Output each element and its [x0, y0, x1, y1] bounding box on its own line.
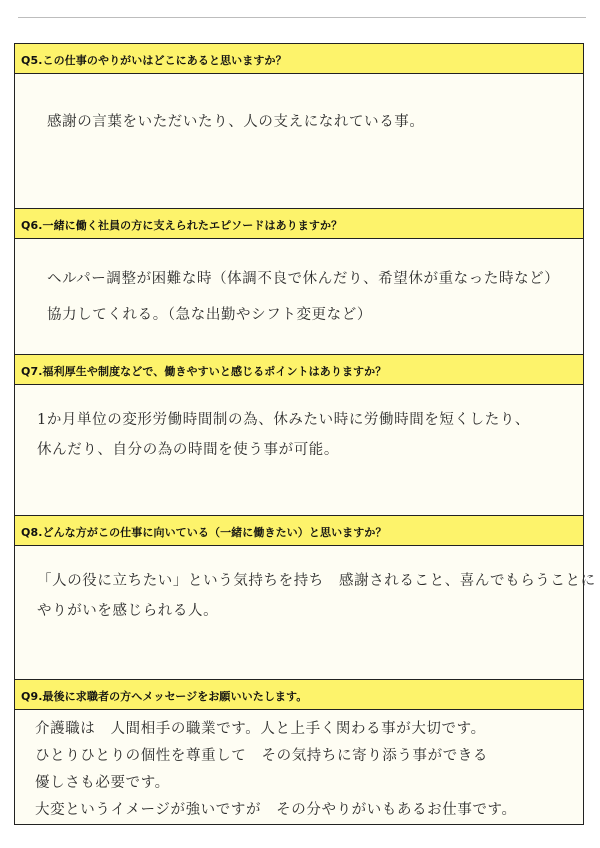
- answer-line: 休んだり、自分の為の時間を使う事が可能。: [37, 442, 339, 458]
- answer-area: [15, 710, 583, 824]
- question-label: Q9.最後に求職者の方へメッセージをお願いいたします。: [15, 680, 583, 710]
- answer-line: 1か月単位の変形労働時間制の為、休みたい時に労働時間を短くしたり、: [37, 412, 531, 428]
- answer-area: [15, 74, 583, 208]
- question-label: Q7.福利厚生や制度などで、働きやすいと感じるポイントはありますか？: [15, 355, 583, 385]
- answer-line: 「人の役に立ちたい」という気持ちを持ち 感謝されること、喜んでもらうことに: [37, 573, 596, 589]
- questionnaire-sheet: [14, 43, 596, 825]
- answer-area: [15, 239, 583, 354]
- question-q7: [15, 355, 583, 516]
- answer-line: 協力してくれる。（急な出勤やシフト変更など）: [47, 307, 372, 323]
- question-q6: [15, 209, 583, 355]
- answer-line: 感謝の言葉をいただいたり、人の支えになれている事。: [47, 114, 425, 130]
- question-label: Q8.どんな方がこの仕事に向いている（一緒に働きたい）と思いますか？: [15, 516, 583, 546]
- question-q5: [15, 44, 583, 209]
- answer-line: ひとりひとりの個性を尊重して その気持ちに寄り添う事ができる: [35, 748, 488, 764]
- top-rule: [18, 17, 586, 18]
- answer-line: ヘルパー調整が困難な時（体調不良で休んだり、希望休が重なった時など）: [47, 271, 560, 287]
- question-q9: [15, 680, 583, 824]
- question-label: Q6.一緒に働く社員の方に支えられたエピソードはありますか？: [15, 209, 583, 239]
- answer-line: やりがいを感じられる人。: [37, 603, 219, 619]
- answer-line: 優しさも必要です。: [35, 775, 170, 791]
- answer-area: [15, 385, 583, 515]
- question-q8: [15, 516, 596, 680]
- question-label: Q5.この仕事のやりがいはどこにあると思いますか？: [15, 44, 583, 74]
- answer-line: 大変というイメージが強いですが その分やりがいもあるお仕事です。: [35, 802, 517, 818]
- answer-line: 介護職は 人間相手の職業です。人と上手く関わる事が大切です。: [35, 721, 486, 737]
- answer-area: [15, 546, 596, 679]
